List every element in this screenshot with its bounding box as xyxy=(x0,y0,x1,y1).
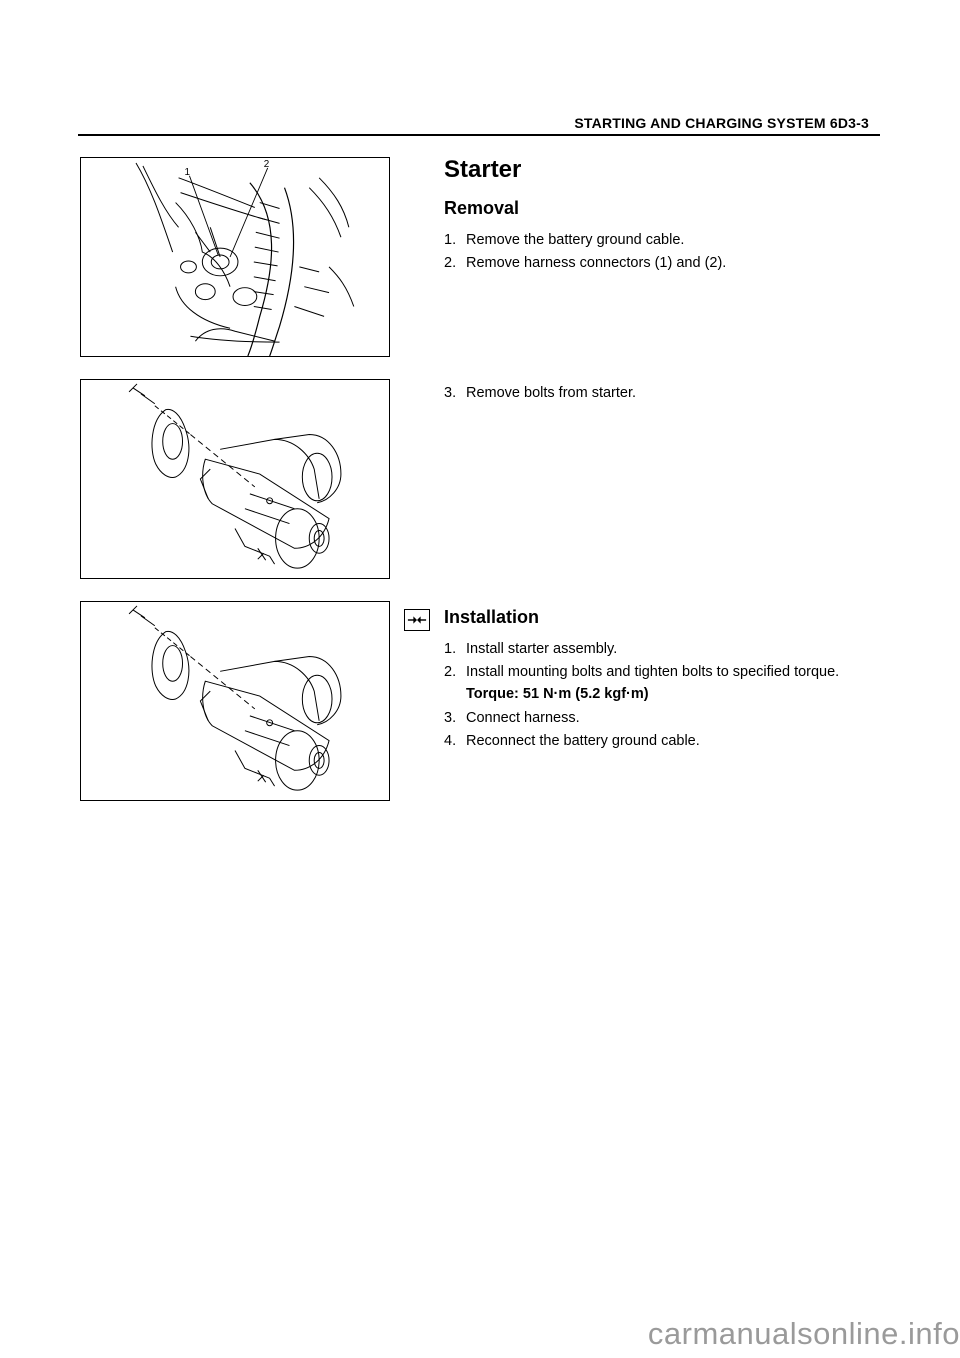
step-text: Install mounting bolts and tighten bolts to specified torque. xyxy=(466,664,840,680)
starter-removal-figure xyxy=(80,379,390,579)
torque-spec: Torque: 51 N·m (5.2 kgf·m) xyxy=(466,686,649,702)
step-number: 3. xyxy=(444,710,457,726)
step-number: 1. xyxy=(444,641,457,657)
step-number: 1. xyxy=(444,232,457,248)
install-step-2 xyxy=(444,663,839,681)
install-step-4 xyxy=(444,732,700,750)
section-title: Starter xyxy=(444,156,522,183)
install-step-1 xyxy=(444,640,617,658)
removal-step-2 xyxy=(444,254,726,272)
step-text: Install starter assembly. xyxy=(466,641,618,657)
watermark: carmanualsonline.info xyxy=(647,1316,960,1351)
step-text: Remove bolts from starter. xyxy=(466,385,637,401)
header-rule xyxy=(78,134,880,136)
step-number: 2. xyxy=(444,255,457,271)
removal-heading: Removal xyxy=(444,198,520,218)
step-number: 2. xyxy=(444,664,457,680)
removal-step-1 xyxy=(444,231,684,249)
step-text: Reconnect the battery ground cable. xyxy=(466,733,700,749)
installation-heading: Installation xyxy=(444,607,540,627)
harness-connector-figure xyxy=(80,157,390,357)
step-number: 3. xyxy=(444,385,457,401)
step-text: Remove the battery ground cable. xyxy=(466,232,685,248)
starter-installation-figure xyxy=(80,601,390,801)
step-number: 4. xyxy=(444,733,457,749)
install-step-3 xyxy=(444,709,580,727)
assembly-arrows-icon xyxy=(404,609,430,631)
step-text: Remove harness connectors (1) and (2). xyxy=(466,255,727,271)
page-header-title: STARTING AND CHARGING SYSTEM 6D3-3 xyxy=(574,115,869,131)
removal-step-3 xyxy=(444,384,636,402)
step-text: Connect harness. xyxy=(466,710,580,726)
callout-2: 2 xyxy=(263,158,270,170)
callout-1: 1 xyxy=(184,166,191,178)
